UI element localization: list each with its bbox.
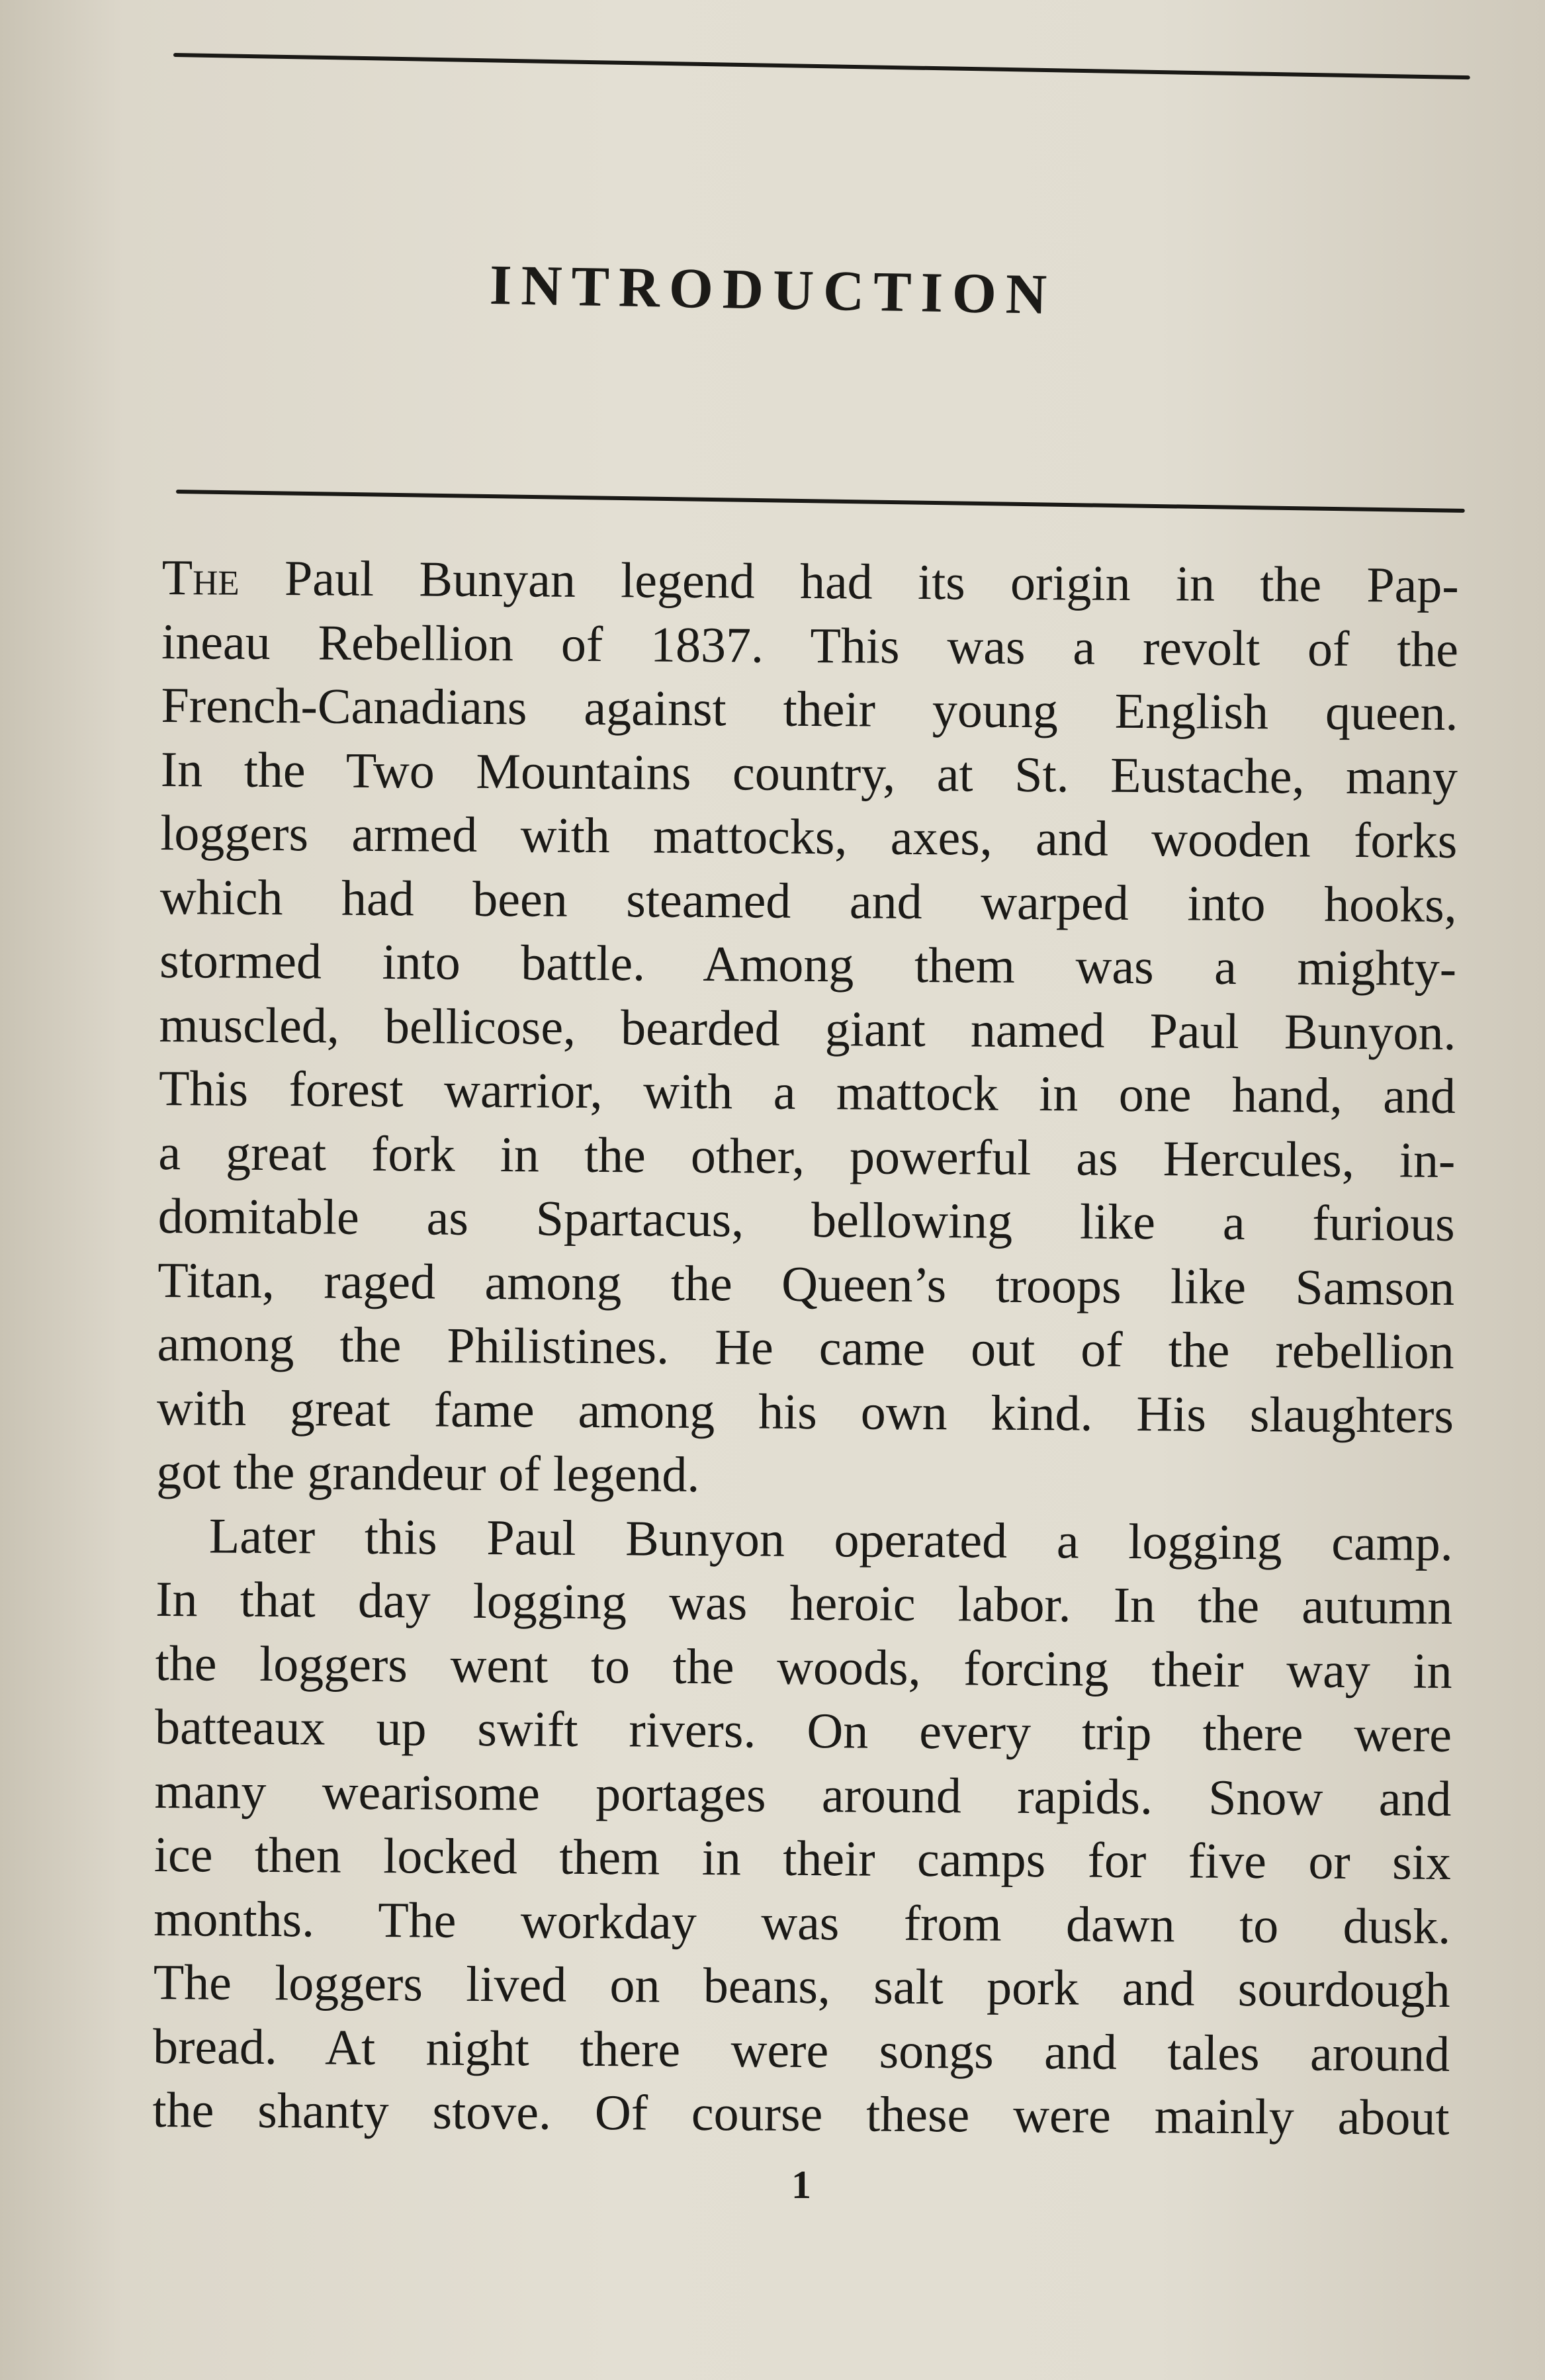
text-line: which had been steamed and warped into hooks, xyxy=(159,869,1457,933)
text-line: among the Philistines. He came out of the rebellion xyxy=(157,1315,1454,1380)
heading-rule xyxy=(176,490,1465,513)
text-line: ineau Rebellion of 1837. This was a revolt of the xyxy=(161,613,1459,678)
text-line: with great fame among his own kind. His slaughters xyxy=(156,1380,1454,1444)
text-line-content: Paul Bunyan legend had its origin in the Pap- xyxy=(239,550,1459,613)
text-line: This forest warrior, with a mattock in one hand, and xyxy=(158,1060,1456,1124)
text-line: bread. At night there were songs and tales around xyxy=(152,2018,1450,2082)
text-line: Titan, raged among the Queen’s troops like Samson xyxy=(157,1252,1455,1316)
text-line: months. The workday was from dawn to dusk. xyxy=(154,1890,1451,1955)
text-line: In that day logging was heroic labor. In the autumn xyxy=(155,1571,1453,1635)
chapter-heading: INTRODUCTION xyxy=(489,253,1057,326)
text-line: Later this Paul Bunyon operated a logging camp. xyxy=(208,1507,1454,1571)
text-line: a great fork in the other, powerful as Hercules, in- xyxy=(158,1124,1456,1188)
page-number: 1 xyxy=(791,2163,811,2207)
text-line: French-Canadians against their young English queen. xyxy=(161,677,1458,741)
text-line: muscled, bellicose, bearded giant named Paul Bunyon. xyxy=(159,996,1456,1061)
text-line: many wearisome portages around rapids. Snow and xyxy=(154,1763,1452,1827)
text-line: the loggers went to the woods, forcing their way in xyxy=(155,1635,1452,1699)
top-rule xyxy=(173,53,1470,79)
body-text xyxy=(152,546,1459,2150)
text-line: got the grandeur of legend. xyxy=(156,1443,700,1503)
text-line: The loggers lived on beans, salt pork and sourdough xyxy=(153,1954,1450,2018)
text-line: batteaux up swift rivers. On every trip there were xyxy=(154,1698,1452,1763)
text-line: stormed into battle. Among them was a mighty- xyxy=(159,932,1457,996)
text-line: domitable as Spartacus, bellowing like a furious xyxy=(157,1188,1456,1252)
text-line: In the Two Mountains country, at St. Eustache, many xyxy=(160,741,1458,805)
text-line: ice then locked them in their camps for five or six xyxy=(154,1826,1452,1890)
text-line xyxy=(161,546,1459,617)
text-line: loggers armed with mattocks, axes, and wooden forks xyxy=(160,805,1458,869)
text-line: the shanty stove. Of course these were mainly about xyxy=(152,2082,1450,2146)
lead-in-word: The xyxy=(161,549,240,606)
